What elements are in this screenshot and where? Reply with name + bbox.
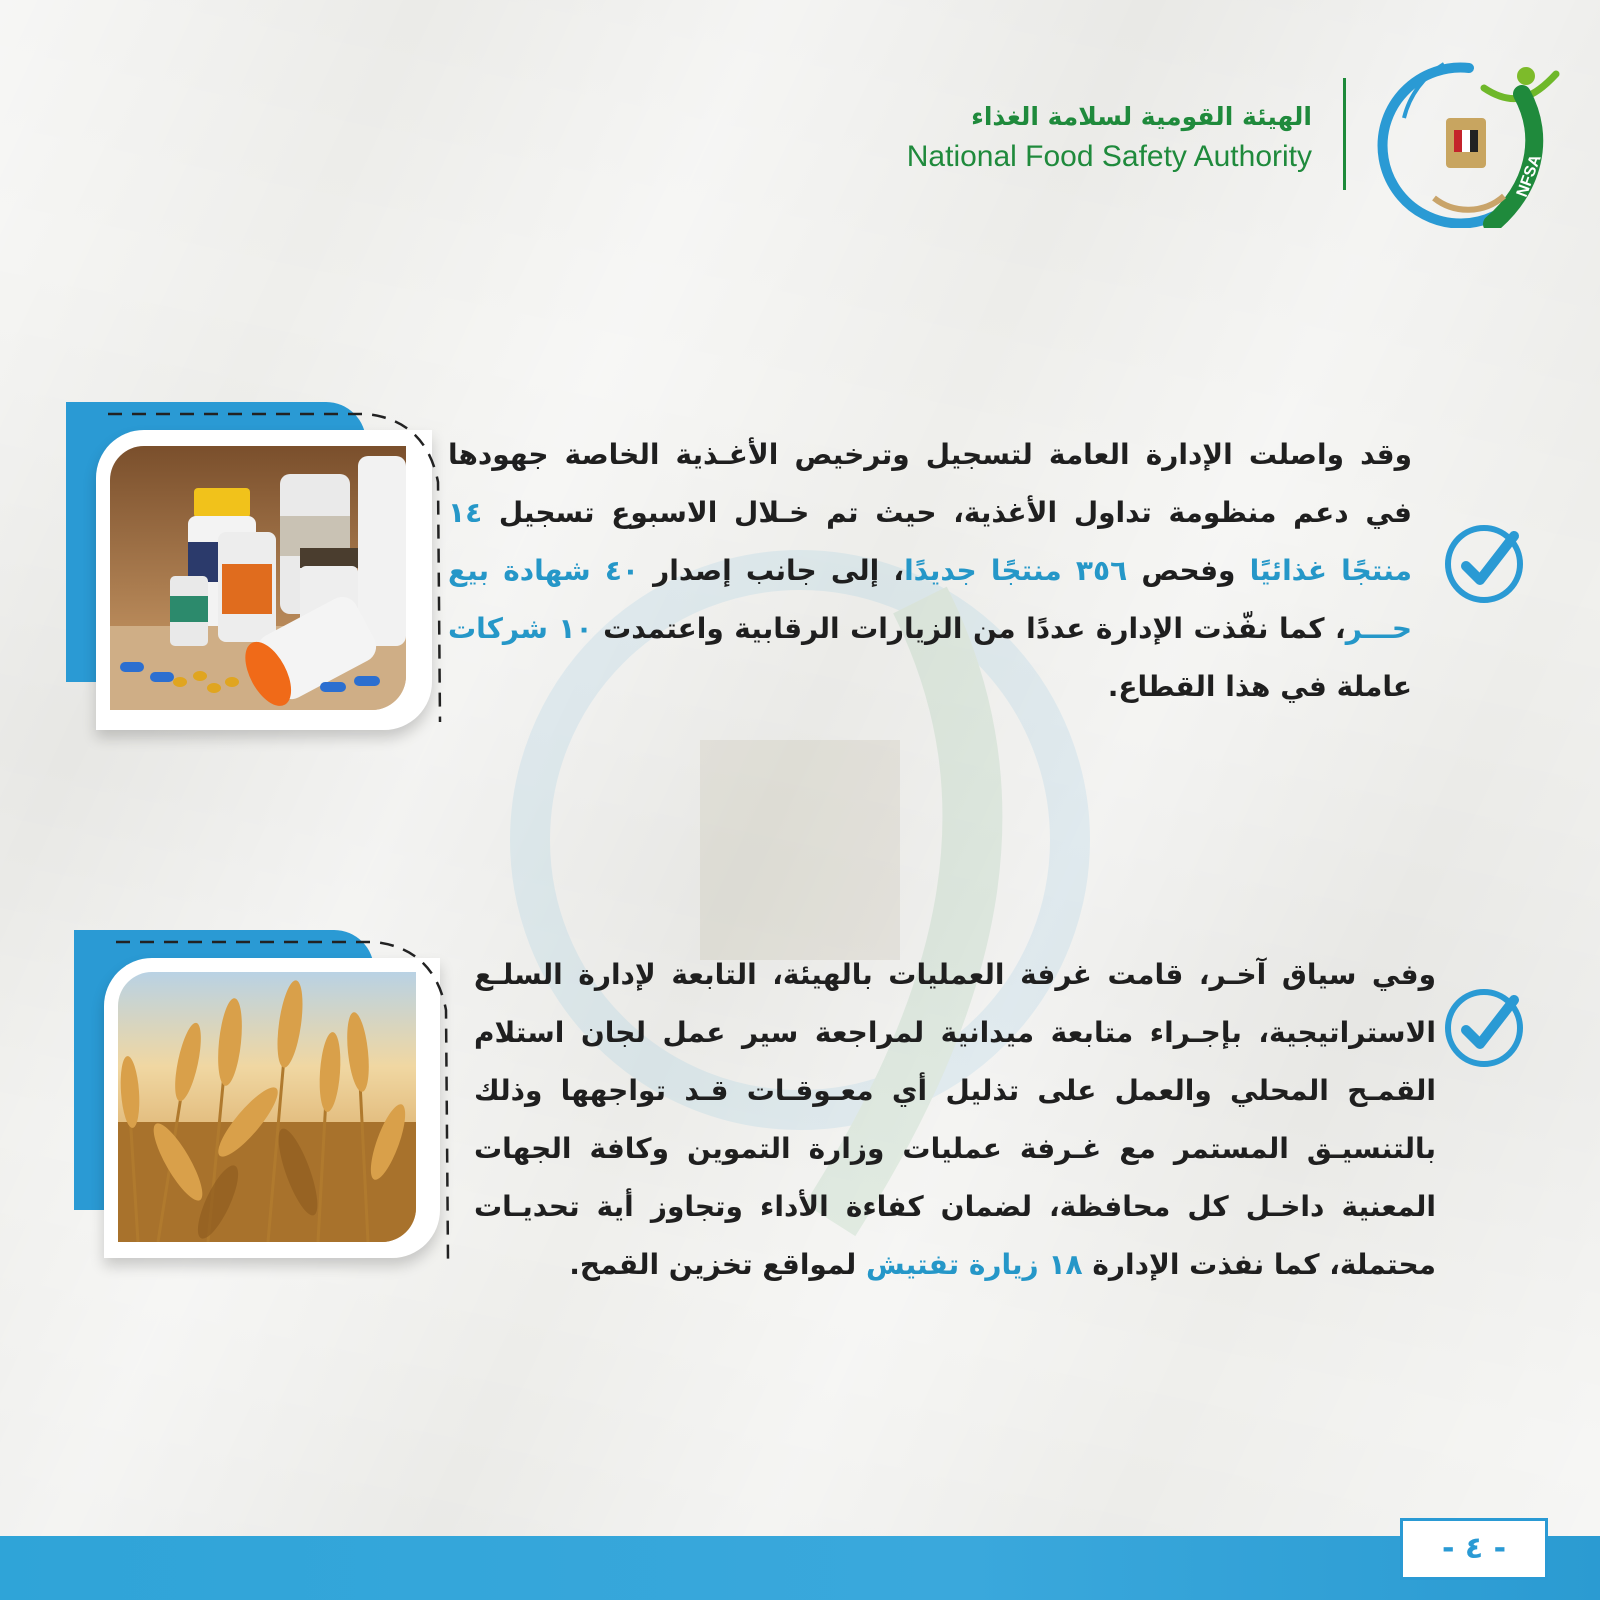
header <box>844 48 1564 228</box>
checkmark-circle-icon <box>1442 522 1526 606</box>
highlight-inspected-products: ٣٥٦ منتجًا جديدًا <box>904 554 1128 587</box>
nfsa-logo <box>1374 48 1564 228</box>
highlight-inspection-visits: ١٨ زيارة تفتيش <box>866 1248 1083 1281</box>
text-segment: لمواقع تخزين القمح. <box>569 1248 867 1281</box>
text-segment: وقد واصلت الإدارة العامة لتسجيل وترخيص الأغـذية الخاصة جهودها في دعم منظومة تداول الأغذية، حيث تم خـلال الاسبوع تسجيل <box>448 438 1412 529</box>
text-segment: ، كما نفّذت الإدارة عددًا من الزيارات الرقابية واعتمدت <box>592 612 1346 645</box>
footer-bar <box>0 1536 1600 1600</box>
page-number: - ٤ - <box>1400 1518 1548 1580</box>
paragraph-food-registration <box>448 426 1412 716</box>
logo-text: NFSA <box>1513 152 1545 200</box>
checkmark-circle-icon <box>1442 986 1526 1070</box>
text-segment: وفي سياق آخـر، قامت غرفة العمليات بالهيئة، التابعة لإدارة السلـع الاستراتيجية، بإجـراء متابعة ميدانية لمراجعة سير عمل لجان استلام القمـح المحلي والعمل على تذليل أي معـوقـات قـد تواجهها وذلك بالتنسيـق المستمر مع غـرفة عمليات وزارة التموين وكافة الجهات المعنية داخـل كل محافظة، لضمان كفاءة الأداء وتجاوز أية تحديـات محتملة، كما نفذت الإدارة <box>474 958 1436 1281</box>
highlight-registered-products: ١٤ منتجًا غذائيًا <box>448 496 1413 587</box>
card-dashed-outline <box>66 402 456 732</box>
text-segment: ، إلى جانب إصدار <box>639 554 905 587</box>
image-card-supplements <box>66 402 456 732</box>
card-dashed-outline <box>74 930 464 1270</box>
paragraph-wheat-operations <box>474 946 1436 1294</box>
image-card-wheat <box>74 930 464 1270</box>
text-segment: عاملة في هذا القطاع. <box>1107 670 1412 703</box>
highlight-free-sale-certificates: ٤٠ شهادة بيع حـــر <box>448 554 1412 645</box>
org-name-english: National Food Safety Authority <box>906 140 1312 173</box>
org-name-arabic: الهيئة القومية لسلامة الغذاء <box>971 102 1312 131</box>
highlight-approved-companies: ١٠ شركات <box>448 612 593 645</box>
header-divider <box>1343 78 1346 190</box>
text-segment: وفحص <box>1127 554 1250 587</box>
